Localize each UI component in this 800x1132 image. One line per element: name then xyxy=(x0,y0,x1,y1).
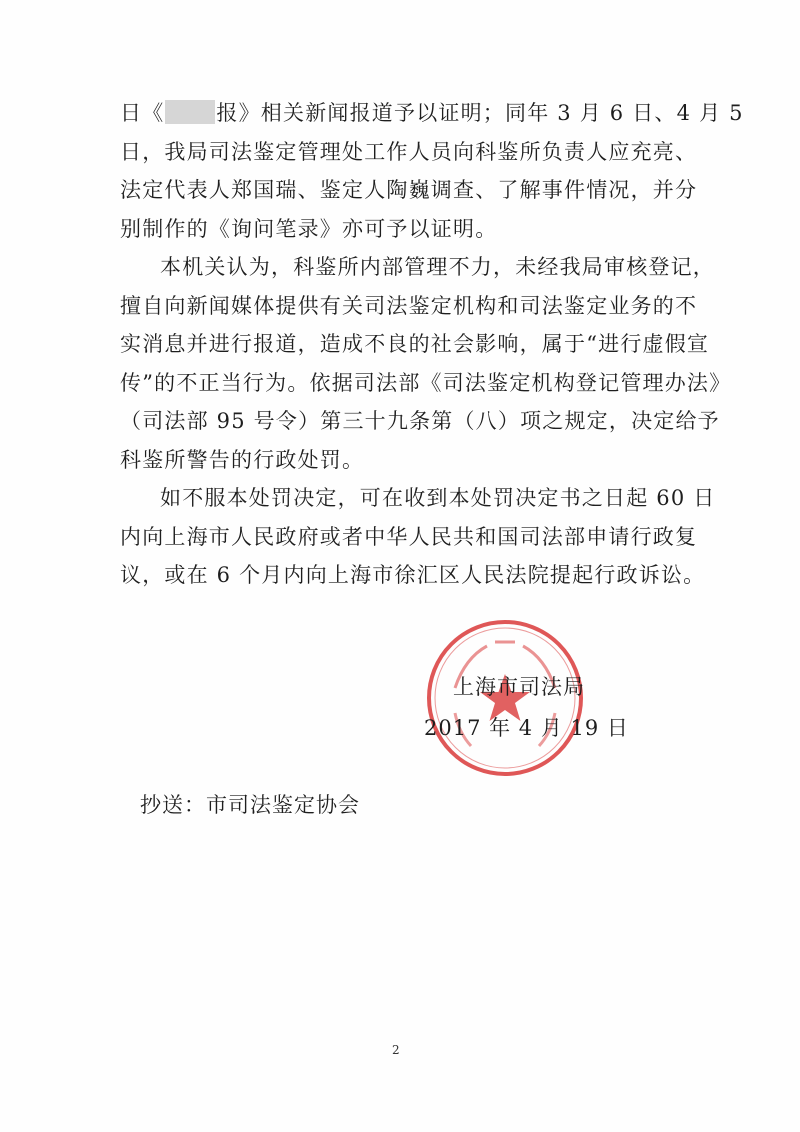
body-line: 内向上海市人民政府或者中华人民共和国司法部申请行政复 xyxy=(120,524,698,549)
body-line: 日《 报》相关新闻报道予以证明；同年 3 月 6 日、4 月 5 xyxy=(120,101,744,125)
issuing-authority: 上海市司法局 xyxy=(453,675,585,699)
body-line: 本机关认为，科鉴所内部管理不力，未经我局审核登记， xyxy=(160,255,715,279)
body-line: 科鉴所警告的行政处罚。 xyxy=(120,447,365,472)
issue-date: 2017 年 4 月 19 日 xyxy=(424,716,629,740)
body-line: 实消息并进行报道，造成不良的社会影响，属于“进行虚假宣 xyxy=(120,332,710,356)
redacted-newspaper-name xyxy=(165,100,215,124)
body-line: 传”的不正当行为。依据司法部《司法鉴定机构登记管理办法》 xyxy=(120,370,732,395)
carbon-copy-line: 抄送：市司法鉴定协会 xyxy=(140,793,360,817)
body-line: （司法部 95 号令）第三十九条第（八）项之规定，决定给予 xyxy=(120,409,720,433)
body-line: 擅自向新闻媒体提供有关司法鉴定机构和司法鉴定业务的不 xyxy=(120,293,698,318)
body-line: 法定代表人郑国瑞、鉴定人陶巍调查、了解事件情况，并分 xyxy=(120,178,698,202)
decision-body xyxy=(120,94,744,595)
page-number: 2 xyxy=(392,1043,400,1057)
body-line: 议，或在 6 个月内向上海市徐汇区人民法院提起行政诉讼。 xyxy=(120,563,706,587)
body-line: 别制作的《询问笔录》亦可予以证明。 xyxy=(120,216,498,241)
body-line: 日，我局司法鉴定管理处工作人员向科鉴所负责人应充亮、 xyxy=(120,139,698,164)
body-line: 如不服本处罚决定，可在收到本处罚决定书之日起 60 日 xyxy=(160,486,716,510)
